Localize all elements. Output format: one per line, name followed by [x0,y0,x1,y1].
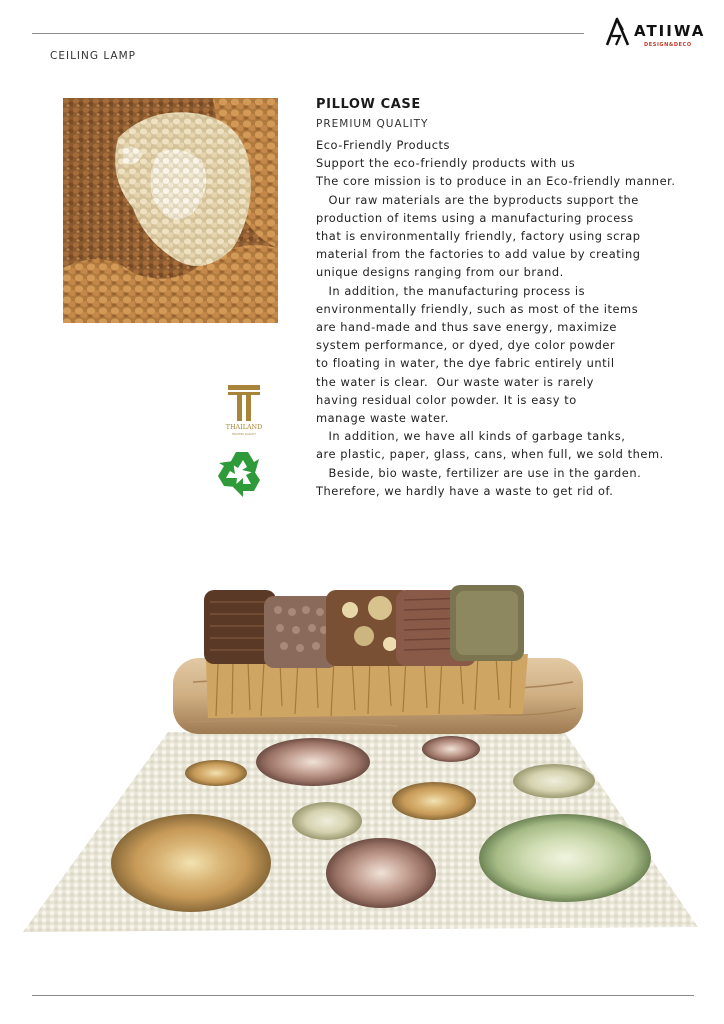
brand-name: ATIIWA [634,22,706,40]
body-line: environmentally friendly, such as most of the items [316,301,639,316]
body-line: the water is clear. Our waste water is rarely [316,374,594,389]
header-divider [32,33,584,34]
body-line: are plastic, paper, glass, cans, when full, we sold them. [316,447,664,462]
recycle-icon [216,446,268,498]
brand-mark-icon [604,16,632,48]
body-line: to floating in water, the dye fabric entirely until [316,356,615,371]
article-subtitle: PREMIUM QUALITY [316,118,429,130]
thailand-quality-badge [224,383,264,439]
body-line: The core mission is to produce in an Eco-friendly manner. [316,174,676,189]
article-column [316,96,706,500]
article-title: PILLOW CASE [316,97,421,112]
body-line: manage waste water. [316,411,449,426]
article-body [316,136,706,500]
body-line: that is environmentally friendly, factory using scrap [316,229,641,244]
body-line: In addition, the manufacturing process is [316,283,586,298]
pillow-texture-photo [63,98,278,323]
body-line: having residual color powder. It is easy to [316,392,577,407]
body-line: unique designs ranging from our brand. [316,265,564,280]
body-line: Eco-Friendly Products [316,138,451,152]
body-line: In addition, we have all kinds of garbage tanks, [316,429,626,444]
product-scene-photo [18,582,708,942]
body-line: Our raw materials are the byproducts support the [316,192,639,207]
body-line: Support the eco-friendly products with us [316,156,576,171]
section-label: CEILING LAMP [50,50,137,62]
body-line: system performance, or dyed, dye color powder [316,338,616,353]
thailand-badge-subtext: TRUSTED QUALITY [231,433,257,436]
brand-tagline: DESIGN&DECO [644,42,692,48]
body-line: are hand-made and thus save energy, maximize [316,320,617,335]
footer-divider [32,995,694,996]
body-line: Therefore, we hardly have a waste to get rid of. [316,483,614,498]
brand-logo [604,16,708,52]
body-line: Beside, bio waste, fertilizer are use in the garden. [316,465,642,480]
body-line: production of items using a manufacturing process [316,210,634,225]
thailand-badge-text: THAILAND [225,423,263,431]
body-line: material from the factories to add value by creating [316,247,641,262]
